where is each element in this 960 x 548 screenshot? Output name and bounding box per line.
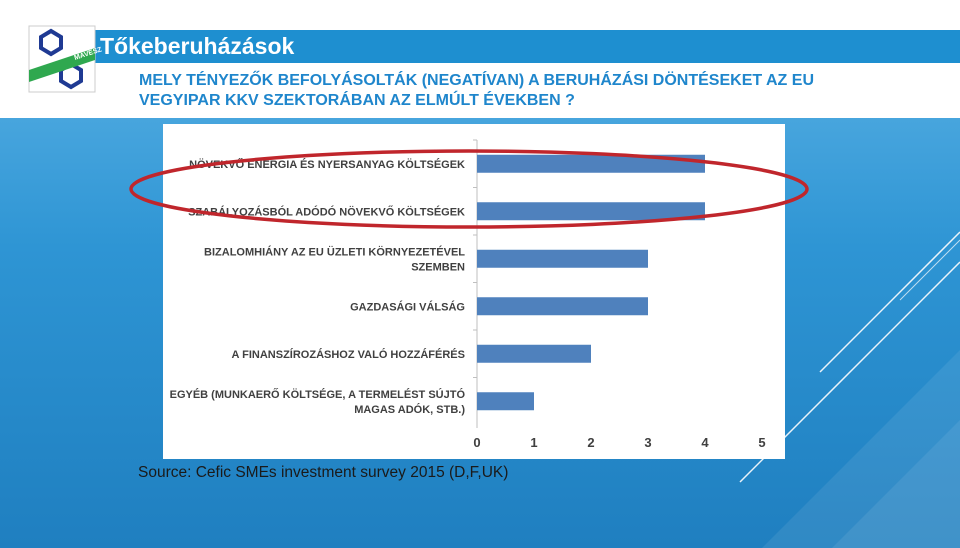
- category-label: EGYÉB (MUNKAERŐ KÖLTSÉGE, A TERMELÉST SÚJTÓ: [169, 388, 465, 401]
- subtitle-line-2: VEGYIPAR KKV SZEKTORÁBAN AZ ELMÚLT ÉVEKBEN ?: [139, 92, 575, 109]
- category-label: BIZALOMHIÁNY AZ EU ÜZLETI KÖRNYEZETÉVEL: [204, 246, 465, 259]
- logo-text: MAVESZ: [73, 46, 103, 62]
- bar-2: [477, 250, 648, 268]
- page-title: Tőkeberuházások: [100, 33, 295, 59]
- highlight-ellipse: [131, 151, 807, 227]
- category-label: MAGAS ADÓK, STB.): [354, 403, 465, 416]
- bar-1: [477, 202, 705, 220]
- category-label: GAZDASÁGI VÁLSÁG: [350, 301, 465, 314]
- x-tick-label: 5: [758, 435, 766, 450]
- x-tick-label: 0: [473, 435, 481, 450]
- bar-3: [477, 297, 648, 315]
- source-note: Source: Cefic SMEs investment survey 2015 (D,F,UK): [138, 464, 509, 481]
- category-label: SZABÁLYOZÁSBÓL ADÓDÓ NÖVEKVŐ KÖLTSÉGEK: [188, 206, 465, 219]
- bar-5: [477, 392, 534, 410]
- category-label: NÖVEKVŐ ENERGIA ÉS NYERSANYAG KÖLTSÉGEK: [189, 158, 465, 171]
- bar-4: [477, 345, 591, 363]
- category-label: A FINANSZÍROZÁSHOZ VALÓ HOZZÁFÉRÉS: [231, 348, 465, 361]
- category-label: SZEMBEN: [411, 261, 465, 274]
- x-tick-label: 3: [644, 435, 652, 450]
- x-tick-label: 2: [587, 435, 595, 450]
- subtitle-line-1: MELY TÉNYEZŐK BEFOLYÁSOLTÁK (NEGATÍVAN) A BERUHÁZÁSI DÖNTÉSEKET AZ EU: [139, 72, 814, 89]
- x-tick-label: 4: [701, 435, 709, 450]
- x-tick-label: 1: [530, 435, 538, 450]
